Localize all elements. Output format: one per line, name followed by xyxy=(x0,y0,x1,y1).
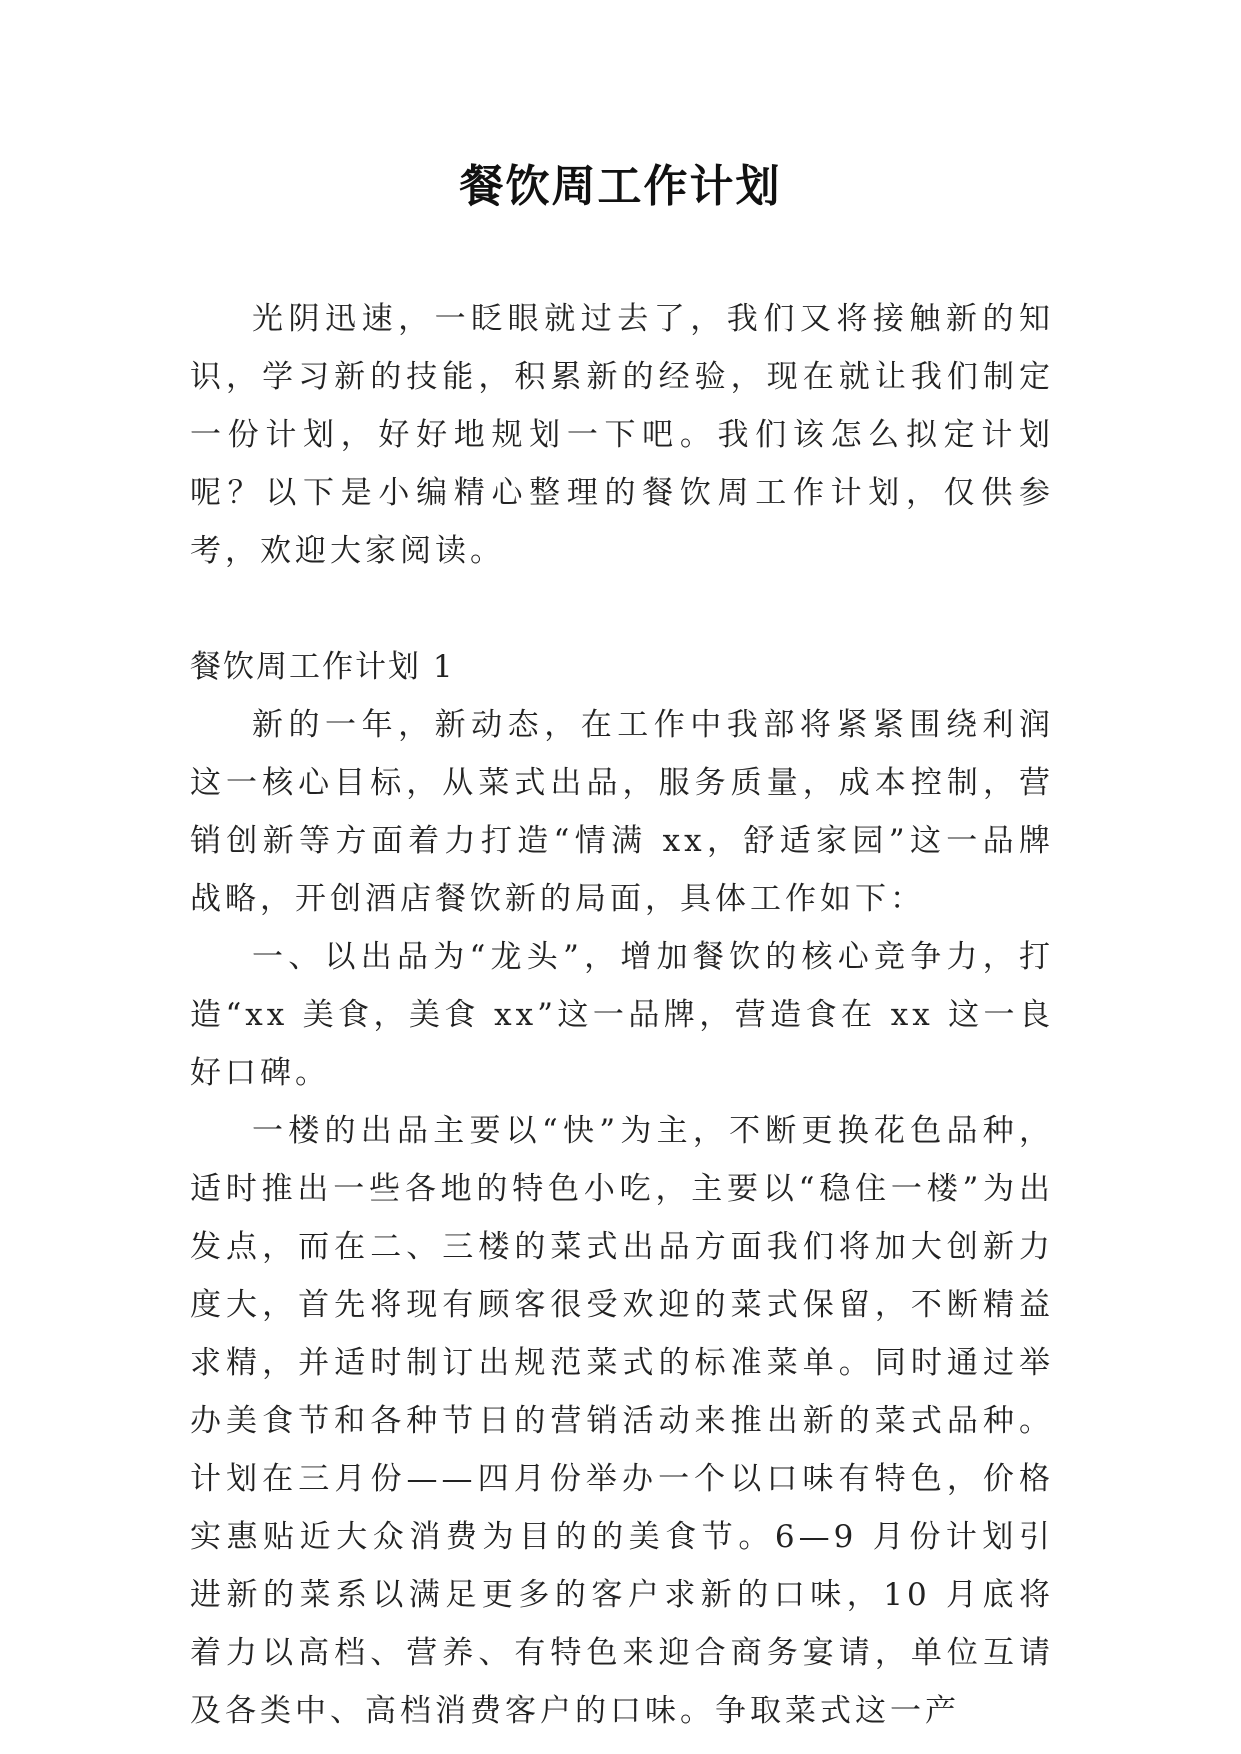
section-paragraph-3: 一楼的出品主要以“快”为主，不断更换花色品种，适时推出一些各地的特色小吃，主要以“稳住一楼”为出发点，而在二、三楼的菜式出品方面我们将加大创新力度大，首先将现有顾客很受欢迎的菜式保留，不断精益求精，并适时制订出规范菜式的标准菜单。同时通过举办美食节和各种节日的营销活动来推出新的菜式品种。计划在三月份——四月份举办一个以口味有特色，价格实惠贴近大众消费为目的的美食节。6—9 月份计划引进新的菜系以满足更多的客户求新的口味，10 月底将着力以高档、营养、有特色来迎合商务宴请，单位互请及各类中、高档消费客户的口味。争取菜式这一产 xyxy=(190,1113,1054,1729)
intro-paragraph: 光阴迅速，一眨眼就过去了，我们又将接触新的知识，学习新的技能，积累新的经验，现在就让我们制定一份计划，好好地规划一下吧。我们该怎么拟定计划呢？以下是小编精心整理的餐饮周工作计划，仅供参考，欢迎大家阅读。 xyxy=(190,301,1054,569)
section-paragraph-1: 新的一年，新动态，在工作中我部将紧紧围绕利润这一核心目标，从菜式出品，服务质量，成本控制，营销创新等方面着力打造“情满 xx，舒适家园”这一品牌战略，开创酒店餐饮新的局面，具体工作如下： xyxy=(190,707,1054,917)
document-body xyxy=(190,290,1054,1740)
document-title: 餐饮周工作计划 xyxy=(459,161,782,212)
section-heading: 餐饮周工作计划 1 xyxy=(190,649,455,685)
section-paragraph-2: 一、以出品为“龙头”，增加餐饮的核心竞争力，打造“xx 美食，美食 xx”这一品牌，营造食在 xx 这一良好口碑。 xyxy=(190,939,1054,1091)
